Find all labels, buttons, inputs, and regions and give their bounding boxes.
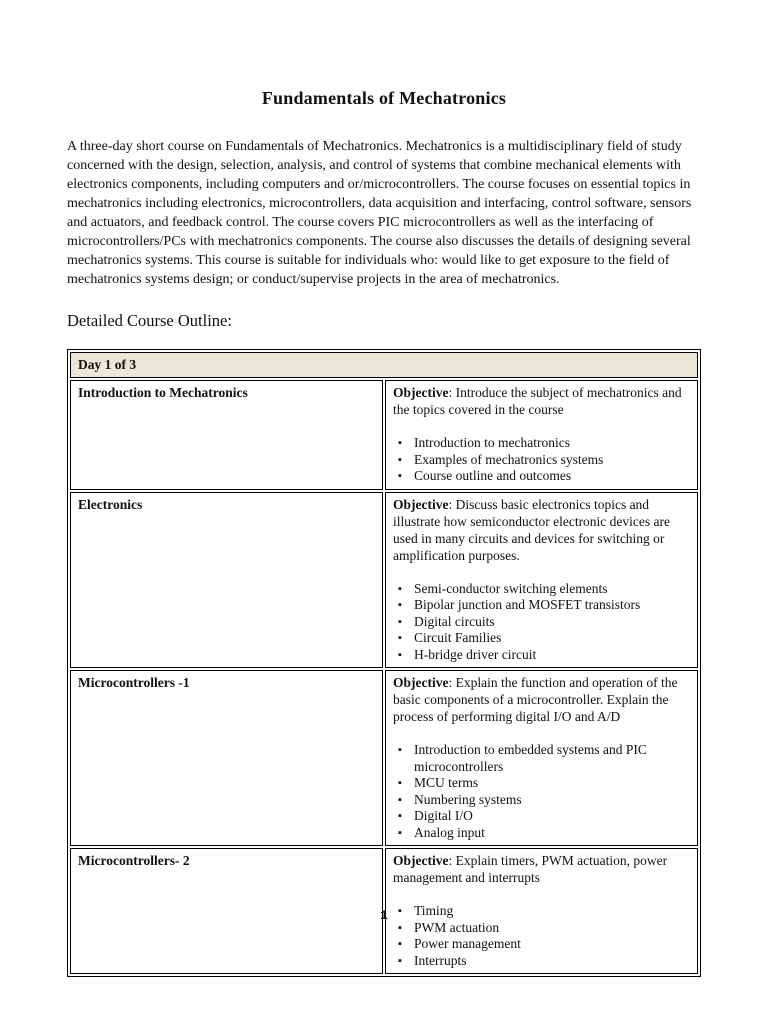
objective-text xyxy=(393,852,690,886)
bullet-square-icon: ▪ xyxy=(398,599,402,611)
table-header-row xyxy=(70,352,698,378)
topic-cell: Microcontrollers- 2 xyxy=(70,848,383,974)
detail-cell xyxy=(385,492,698,669)
list-item xyxy=(398,953,690,970)
bullet-square-icon: ▪ xyxy=(398,938,402,950)
list-item-text: Semi-conductor switching elements xyxy=(414,580,608,596)
table-row xyxy=(70,492,698,669)
bullet-list xyxy=(393,435,690,485)
topic-cell: Introduction to Mechatronics xyxy=(70,380,383,490)
list-item-text: Circuit Families xyxy=(414,630,502,645)
page-number: 1 xyxy=(380,908,388,923)
bullet-square-icon: ▪ xyxy=(398,810,402,822)
list-item-text: PWM actuation xyxy=(414,919,500,935)
list-item xyxy=(398,435,690,452)
list-item xyxy=(398,647,690,664)
list-item-text: Interrupts xyxy=(414,952,467,968)
intro-paragraph: A three-day short course on Fundamentals of Mechatronics. Mechatronics is a multidisciplinary field of study concerned with the design, selection, analysis, and control of systems that combine mechanical elements with electronics components, including computers and or/microcontrollers. The course focuses on essential topics in mechatronics including electronics, microcontrollers, data acquisition and interfacing, control software, sensors and actuators, and feedback control. The course covers PIC microcontrollers as well as the interfacing of microcontrollers/PCs with mechatronics components. The course also discusses the details of designing several mechatronics systems. This course is suitable for individuals who: would like to get exposure to the field of mechatronics systems design; or conduct/supervise projects in the area of mechatronics. xyxy=(67,139,692,287)
list-item-text: Bipolar junction and MOSFET transistors xyxy=(414,597,641,612)
day-header-cell: Day 1 of 3 xyxy=(70,352,698,378)
list-item-text: Digital circuits xyxy=(414,613,495,629)
bullet-square-icon: ▪ xyxy=(398,905,402,917)
bullet-square-icon: ▪ xyxy=(398,793,402,806)
objective-body: : Introduce the subject of mechatronics and the topics covered in the course xyxy=(393,385,682,417)
bullet-square-icon: ▪ xyxy=(398,648,402,661)
bullet-square-icon: ▪ xyxy=(398,954,402,967)
objective-label: Objective xyxy=(393,675,449,690)
bullet-square-icon: ▪ xyxy=(398,470,402,482)
list-item-text: Numbering systems xyxy=(414,791,522,807)
detail-cell xyxy=(385,380,698,490)
list-item-text: Analog input xyxy=(414,824,485,840)
list-item-text: Timing xyxy=(414,903,454,918)
list-item xyxy=(398,630,690,647)
list-item-text: MCU terms xyxy=(414,775,479,790)
table-row xyxy=(70,670,698,846)
list-item xyxy=(398,775,690,792)
list-item xyxy=(398,452,690,469)
list-item-text: Introduction to embedded systems and PIC microcontrollers xyxy=(414,742,647,774)
list-item xyxy=(398,742,690,775)
bullet-square-icon: ▪ xyxy=(398,826,402,839)
bullet-square-icon: ▪ xyxy=(398,744,402,756)
objective-label: Objective xyxy=(393,496,449,512)
list-item-text: Power management xyxy=(414,936,521,951)
bullet-square-icon: ▪ xyxy=(398,632,402,644)
list-item-text: Course outline and outcomes xyxy=(414,468,572,483)
objective-body: : Discuss basic electronics topics and illustrate how semiconductor electronic devices are used in many circuits and devices for switching or amplification purposes. xyxy=(393,496,671,563)
list-item-text: H-bridge driver circuit xyxy=(414,646,537,662)
outline-heading: Detailed Course Outline: xyxy=(67,311,232,330)
topic-cell: Electronics xyxy=(70,492,383,669)
bullet-square-icon: ▪ xyxy=(398,921,402,934)
bullet-list xyxy=(393,581,690,664)
table-row xyxy=(70,380,698,490)
list-item xyxy=(398,808,690,825)
list-item xyxy=(398,792,690,809)
list-item xyxy=(398,614,690,631)
bullet-square-icon: ▪ xyxy=(398,777,402,789)
bullet-square-icon: ▪ xyxy=(398,437,402,449)
topic-cell: Microcontrollers -1 xyxy=(70,670,383,846)
course-outline-table xyxy=(67,349,701,977)
list-item xyxy=(398,936,690,953)
list-item-text: Examples of mechatronics systems xyxy=(414,451,604,467)
objective-label: Objective xyxy=(393,385,449,400)
objective-text xyxy=(393,674,690,725)
bullet-square-icon: ▪ xyxy=(398,582,402,595)
page-title: Fundamentals of Mechatronics xyxy=(261,88,507,108)
objective-label: Objective xyxy=(393,853,449,868)
list-item-text: Digital I/O xyxy=(414,808,473,823)
list-item-text: Introduction to mechatronics xyxy=(414,435,570,450)
bullet-list xyxy=(393,742,690,841)
list-item xyxy=(398,468,690,485)
objective-text xyxy=(393,496,690,564)
bullet-square-icon: ▪ xyxy=(398,453,402,466)
objective-text xyxy=(393,384,690,418)
bullet-square-icon: ▪ xyxy=(398,615,402,628)
objective-body: : Explain timers, PWM actuation, power management and interrupts xyxy=(393,853,668,885)
list-item xyxy=(398,825,690,842)
list-item xyxy=(398,597,690,614)
detail-cell xyxy=(385,670,698,846)
list-item xyxy=(398,581,690,598)
objective-body: : Explain the function and operation of the basic components of a microcontroller. Explain the process of performing digital I/O and A/D xyxy=(393,675,678,724)
